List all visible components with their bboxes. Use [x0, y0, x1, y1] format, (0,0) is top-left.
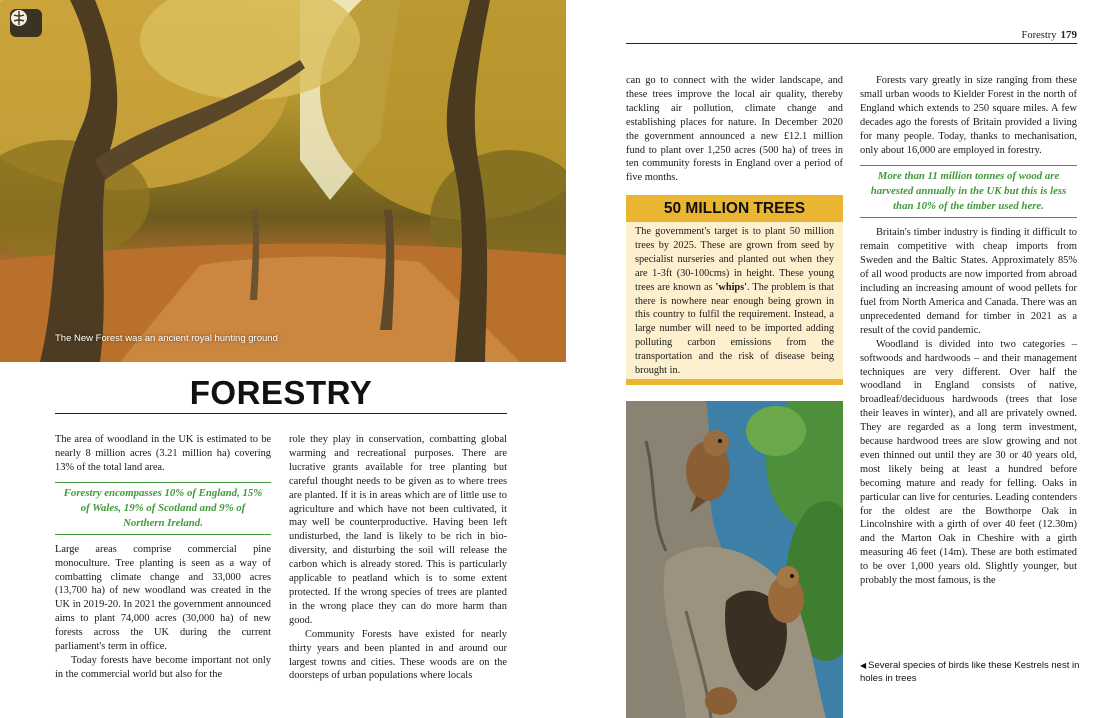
body-paragraph: The area of woodland in the UK is estimated to be nearly 8 million acres (3.21 million ha) covering 13% of the total land area.	[55, 434, 271, 473]
header-divider	[626, 43, 1077, 44]
left-triangle-icon: ◀	[860, 661, 867, 670]
sidebar-text-part: The government's target is to plant 50 million trees by 2025. These are grown from seed by specialist nurseries and planted out when they are 1-3ft (30-100cms) in height. These young trees are known as	[635, 226, 834, 293]
kestrel-caption	[860, 660, 1090, 685]
sidebar-text	[626, 222, 843, 378]
left-column-2	[289, 433, 507, 683]
right-column-2	[860, 74, 1077, 588]
pull-quote: More than 11 million tonnes of wood are harvested annually in the UK but this is less than 10% of the timber used here.	[870, 170, 1067, 213]
section-name: Forestry	[1021, 30, 1057, 41]
sidebar-bold-term: 'whips'	[715, 281, 748, 293]
title-divider	[55, 413, 507, 414]
body-paragraph: role they play in conservation, combatting global warming and recreational purposes. There are lucrative grants available for tree planting but careful thought needs to be given as to where trees are planted. If it is in areas which are of little use to agriculture and which have not been cultivated, it may well be counterproductive. Having been left undisturbed, the land is likely to be rich in bio-diversity, and disturbing the soil will release the carbon which is already stored. This is particularly applicable to peatland which is to some extent protected. If the wrong species of trees are planted in the wrong place they can do more harm than good.	[289, 434, 507, 626]
body-paragraph: Forests vary greatly in size ranging from these small urban woods to Kielder Forest in the north of England which extends to 250 square miles. A few decades ago the forests of Britain provided a living for many people. Today, thanks to mechanisation, only about 16,000 are employed in forestry.	[860, 75, 1077, 156]
pull-quote: Forestry encompasses 10% of England, 15% of Wales, 19% of Scotland and 9% of Northern Ireland.	[63, 486, 263, 529]
body-paragraph: Woodland is divided into two categories – softwoods and hardwoods – and their management techniques are very different. Over half the woodland in England consists of native, broadleaf/deciduous hardwoods (trees that lose their leaves in winter), and all are privately owned. They are regarded as a long term investment, because hardwood trees are slow growing and not even thinned out until they are 30 or 40 years old, most likely being at least a hundred before becoming mature and ready for felling. Oaks in particular can live for centuries. Leading contenders for the oldest are the Bowthorpe Oak in Lincolnshire with a girth of over 40 feet (12.30m) and the Marton Oak in Cheshire with a girth measuring 46 feet (14m). These are both estimated to be over 1,000 years old. Slightly younger, but probably the most famous, is the	[860, 338, 1077, 587]
pull-quote-box	[860, 165, 1077, 218]
body-paragraph: can go to connect with the wider landscape, and these trees improve the local air quality, thereby tackling air pollution, climate change and establishing places for nature. In December 2020 the government announced a new £12.1 million fund to plant over 1,250 acres (500 ha) of trees in ten community forests in England over a period of five months.	[626, 75, 843, 184]
menu-button[interactable]	[10, 9, 42, 37]
page-number: 179	[1060, 29, 1077, 41]
body-paragraph: Britain's timber industry is finding it difficult to remain competitive with cheap imports from Sweden and the Baltic States. Approximately 85% of all wood products are now imported from abroad including an increasing amount of wood pellets for fuel from North America and Canada. There was an unprecedented demand for timber in 2021 as a result of the covid pandemic.	[860, 227, 1077, 336]
sidebar-box	[626, 195, 843, 385]
running-header	[1022, 29, 1078, 41]
forest-photo	[0, 0, 566, 362]
kestrel-photo-art	[626, 401, 843, 718]
forest-photo-art	[0, 0, 566, 362]
sidebar-text-part: . The problem is that there is nowhere near enough being grown in this country to fulfil the requirement. Instead, a large number will need to be imported adding polluting carbon emissions from the transportation and the risk of disease being brought in.	[635, 281, 834, 377]
body-paragraph: Community Forests have existed for nearly thirty years and been planted in and around our largest towns and cities. These woods are on the doorsteps of urban populations where locals	[289, 628, 507, 682]
page-title: FORESTRY	[189, 374, 373, 411]
sidebar-heading: 50 MILLION TREES	[626, 195, 843, 222]
body-paragraph: Large areas comprise commercial pine monoculture. Tree planting is seen as a way of combatting climate change and 33,000 acres (13,700 ha) of new woodland was created in the UK in 2019-20. In 2021 the government announced aims to plant 74,000 acres (30,000 ha) of new forests across the UK during the current parliament's term in office.	[55, 543, 271, 653]
brain-logo-icon	[10, 9, 28, 27]
kestrel-caption-text: Several species of birds like these Kestrels nest in holes in trees	[860, 660, 1080, 684]
body-paragraph: Today forests have become important not only in the commercial world but also for the	[55, 654, 271, 680]
photo-caption: The New Forest was an ancient royal hunting ground	[55, 333, 278, 344]
right-column-1	[626, 74, 843, 185]
kestrel-photo	[626, 401, 843, 718]
pull-quote-box	[55, 482, 271, 535]
left-column-1	[55, 433, 271, 682]
